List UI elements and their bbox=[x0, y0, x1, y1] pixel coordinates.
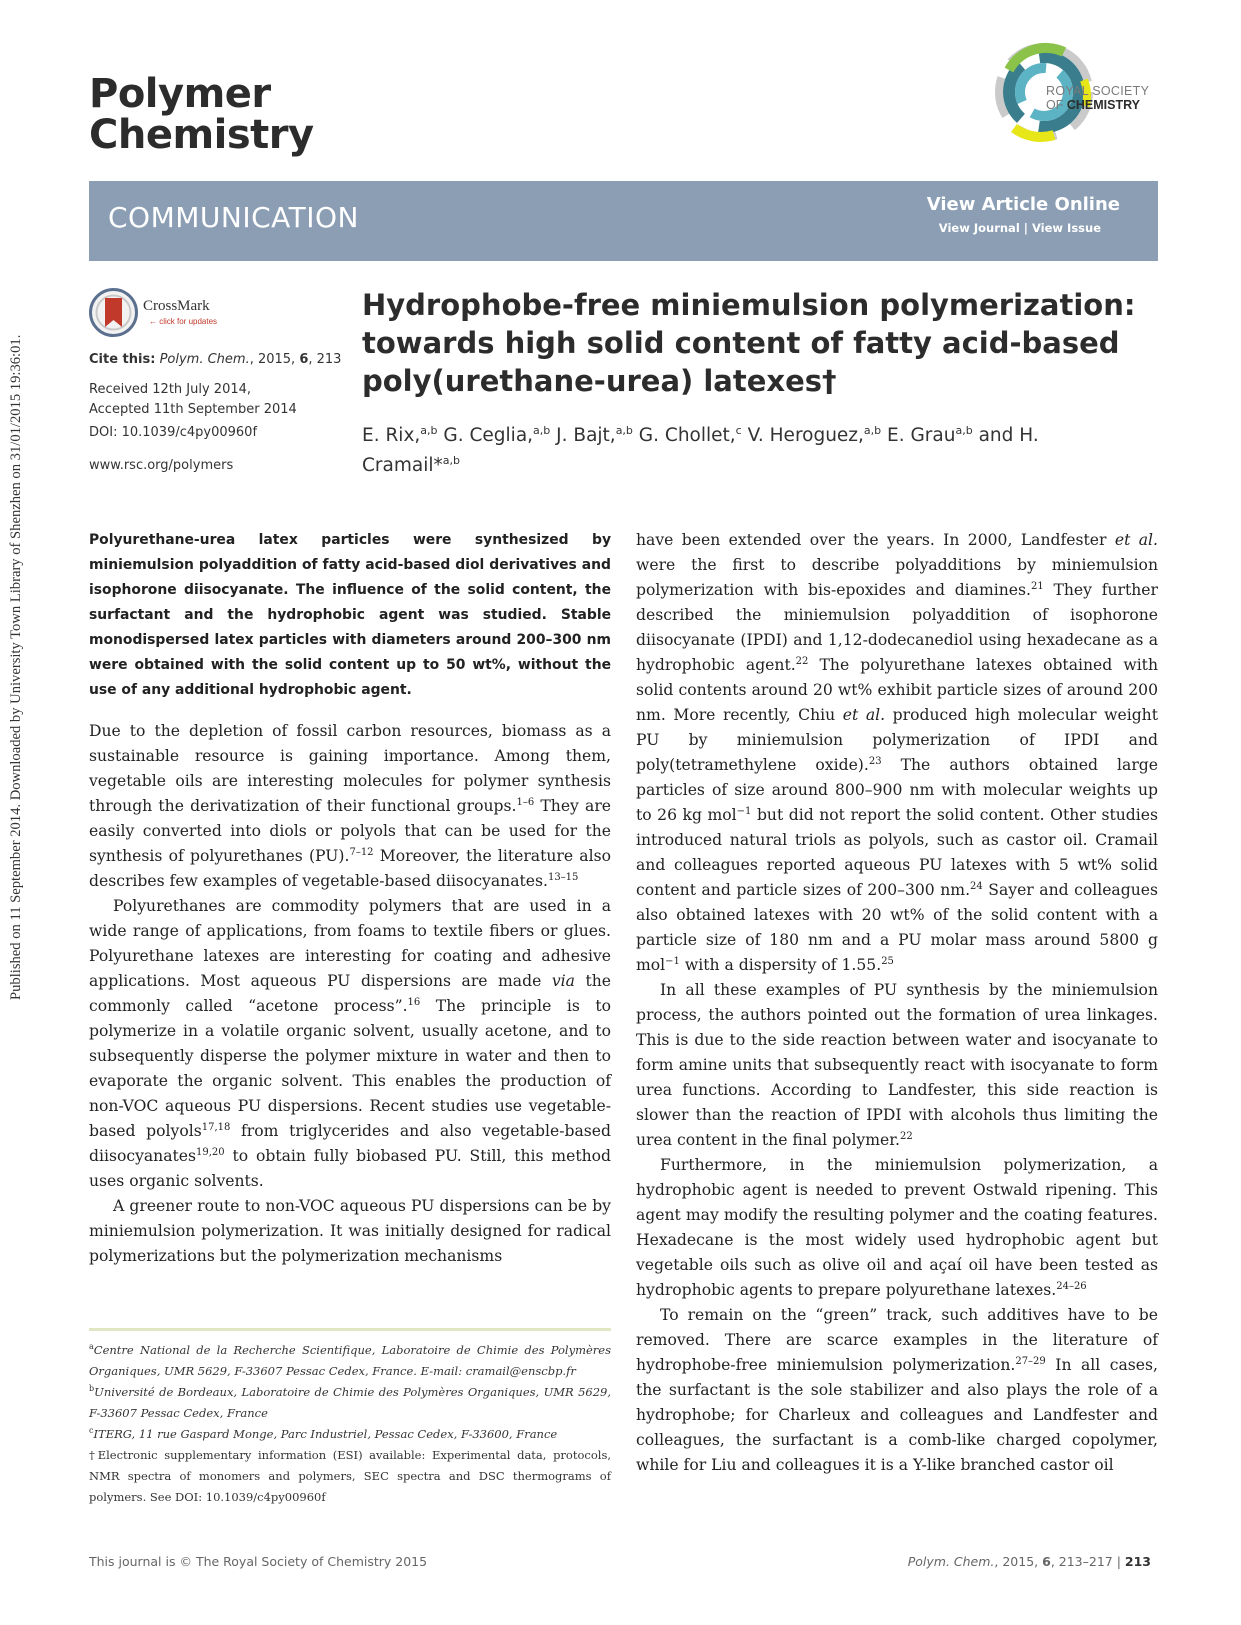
view-issue-link[interactable]: View Issue bbox=[1031, 221, 1101, 235]
page-footer: Polym. Chem., 2015, 6, 213–217 | 213 bbox=[907, 1554, 1151, 1569]
author: J. Bajt, bbox=[550, 425, 616, 447]
author: E. Rix, bbox=[362, 425, 421, 447]
body-paragraph: In all these examples of PU synthesis by the miniemulsion process, the authors pointed out the formation of urea linkages. This is due to the side reaction between water and isocyanate to form amine units that subsequently react with isocyanate to form urea functions. According to Landfester, this side reaction is slower than the reaction of IPDI with alcohols thus limiting the urea content in the final polymer.$^{22}$ bbox=[636, 981, 1158, 1149]
right-column bbox=[636, 528, 1158, 1478]
received-date: Received 12th July 2014, bbox=[89, 382, 252, 397]
crossmark-sublabel: ← click for updates bbox=[149, 317, 218, 326]
body-paragraph: To remain on the “green” track, such additives have to be removed. There are scarce examples in the literature of hydrophobe-free miniemulsion polymerization.$^{27-29}$ In all cases, the surfactant is the sole stabilizer and also plays the role of a hydrophobe; for Charleux and colleagues and Landfester and colleagues, the surfactant is a comb-like charged copolymer, while for Liu and colleagues it is a Y-like branched castor oil bbox=[636, 1306, 1158, 1474]
author: E. Grau bbox=[881, 425, 956, 447]
publisher-line1: ROYAL SOCIETY bbox=[1046, 84, 1150, 98]
journal-title[interactable] bbox=[89, 71, 314, 158]
citation: Cite this: Polym. Chem., 2015, 6, 213 bbox=[89, 352, 342, 367]
author: and H. Cramail* bbox=[362, 425, 1039, 477]
body-paragraph: Polyurethanes are commodity polymers that are used in a wide range of applications, from foams to textile fibers or glues. Polyurethane latexes are interesting for coating and adhesive applications. Most aqueous PU dispersions are made via the commonly called “acetone process”.$^{16}$ The principle is to polymerize in a volatile organic solvent, usually acetone, and to subsequently disperse the polymer mixture in water and then to evaporate the organic solvent. This enables the production of non-VOC aqueous PU dispersions. Recent studies use vegetable-based polyols$^{17,18}$ from triglycerides and also vegetable-based diisocyanates$^{19,20}$ to obtain fully biobased PU. Still, this method uses organic solvents. bbox=[89, 897, 612, 1190]
abstract: Polyurethane-urea latex particles were synthesized by miniemulsion polyaddition of fatty acid-based diol derivatives and isophorone diisocyanate. The influence of the solid content, the surfactant and the hydrophobic agent was studied. Stable monodispersed latex particles with diameters around 200–300 nm were obtained with the solid content up to 50 wt%, without the use of any additional hydrophobic agent. bbox=[89, 532, 611, 698]
footnote-esi[interactable]: †Electronic supplementary information (ESI) available: Experimental data, protocols, NMR spectra of monomers and polymers, SEC spectra and DSC thermograms of polymers. See DOI: 10.1039/c4py00960f bbox=[89, 1448, 611, 1504]
article-dates bbox=[89, 380, 297, 420]
author: G. Ceglia, bbox=[437, 425, 534, 447]
article-title bbox=[362, 286, 1142, 400]
view-journal-link[interactable]: View Journal bbox=[938, 221, 1020, 235]
body-paragraph: A greener route to non-VOC aqueous PU dispersions can be by miniemulsion polymerization. It was initially designed for radical polymerizations but the polymerization mechanisms bbox=[89, 1197, 611, 1265]
accepted-date: Accepted 11th September 2014 bbox=[89, 402, 297, 417]
left-column bbox=[89, 528, 611, 1269]
crossmark-label: CrossMark bbox=[143, 298, 210, 314]
download-note bbox=[8, 240, 28, 1000]
title-line3: poly(urethane-urea) latexes† bbox=[362, 364, 837, 398]
body-paragraph: Furthermore, in the miniemulsion polymerization, a hydrophobic agent is needed to prevent Ostwald ripening. This agent may modify the resulting polymer and the coating features. Hexadecane is the most widely used hydrophobic agent but vegetable oils such as olive oil and açaí oil have been tested as hydrophobic agents to prepare polyurethane latexes.$^{24-26}$ bbox=[636, 1156, 1158, 1299]
download-note-text: Published on 11 September 2014. Downloaded by University Town Library of Shenzhen on 31/01/2015 19:36:01. bbox=[8, 334, 24, 1000]
title-line2: towards high solid content of fatty acid-based bbox=[362, 326, 1120, 360]
article-type: COMMUNICATION bbox=[108, 201, 359, 234]
footnote-affiliation-b: $^b$Université de Bordeaux, Laboratoire de Chimie des Polymères Organiques, UMR 5629, F-33607 Pessac Cedex, France bbox=[89, 1384, 611, 1420]
doi[interactable]: DOI: 10.1039/c4py00960f bbox=[89, 425, 258, 440]
footnote-affiliation-a: $^a$Centre National de la Recherche Scientifique, Laboratoire de Chimie des Polymères Organiques, UMR 5629, F-33607 Pessac Cedex, France. E-mail: cramail@enscbp.fr bbox=[89, 1342, 611, 1378]
footnote-divider bbox=[89, 1328, 611, 1331]
footnotes bbox=[89, 1340, 611, 1508]
view-links bbox=[939, 221, 1101, 235]
page-number: 213 bbox=[1124, 1554, 1151, 1569]
journal-title-line1: Polymer bbox=[89, 71, 271, 117]
author: G. Chollet, bbox=[632, 425, 736, 447]
author-list: E. Rix,$^{a,b}$ G. Ceglia,$^{a,b}$ J. Bajt,$^{a,b}$ G. Chollet,$^c$ V. Heroguez,$^{a,b}$ E. Grau$^{a,b}$ and H. Cramail*$^{a,b}$ bbox=[362, 424, 1039, 477]
publisher-name bbox=[1046, 84, 1149, 112]
crossmark-button[interactable] bbox=[89, 288, 229, 338]
author: V. Heroguez, bbox=[741, 425, 864, 447]
body-paragraph: have been extended over the years. In 2000, Landfester et al. were the first to describe polyadditions by miniemulsion polymerization with bis-epoxides and diamines.$^{21}$ They further described the miniemulsion polyaddition of isophorone diisocyanate (IPDI) and 1,12-dodecanediol using hexadecane as a hydrophobic agent.$^{22}$ The polyurethane latexes obtained with solid contents around 20 wt% exhibit particle sizes of around 200 nm. More recently, Chiu et al. produced high molecular weight PU by miniemulsion polymerization of IPDI and poly(tetramethylene oxide).$^{23}$ The authors obtained large particles of size around 800–900 nm with molecular weights up to 26 kg mol$^{-1}$ but did not report the solid content. Other studies introduced natural triols as polyols, such as castor oil. Cramail and colleagues reported aqueous PU latexes with 5 wt% solid content and particle sizes of 200–300 nm.$^{24}$ Sayer and colleagues also obtained latexes with 20 wt% of the solid content with a particle size of 180 nm and a PU molar mass around 5800 g mol$^{-1}$ with a dispersity of 1.55.25 bbox=[636, 531, 1158, 974]
body-paragraph: Due to the depletion of fossil carbon resources, biomass as a sustainable resource is gaining importance. Among them, vegetable oils are interesting molecules for polymer synthesis through the derivatization of their functional groups.$^{1-6}$ They are easily converted into diols or polyols that can be used for the synthesis of polyurethanes (PU).$^{7-12}$ Moreover, the literature also describes few examples of vegetable-based diisocyanates.$^{13-15}$ bbox=[89, 722, 612, 890]
copyright-footer: This journal is © The Royal Society of Chemistry 2015 bbox=[89, 1554, 428, 1569]
article-type-banner bbox=[89, 181, 1158, 261]
crossmark-icon bbox=[89, 288, 138, 337]
title-line1: Hydrophobe-free miniemulsion polymerization: bbox=[362, 288, 1136, 322]
publisher-line2: OF CHEMISTRY bbox=[1046, 98, 1140, 112]
footnote-affiliation-c: $^c$ITERG, 11 rue Gaspard Monge, Parc Industriel, Pessac Cedex, F-33600, France bbox=[89, 1426, 558, 1441]
view-article-online-link[interactable]: View Article Online bbox=[926, 194, 1120, 215]
journal-title-line2: Chemistry bbox=[89, 112, 314, 158]
journal-url-link[interactable]: www.rsc.org/polymers bbox=[89, 458, 234, 473]
link-separator: | bbox=[1023, 221, 1028, 235]
